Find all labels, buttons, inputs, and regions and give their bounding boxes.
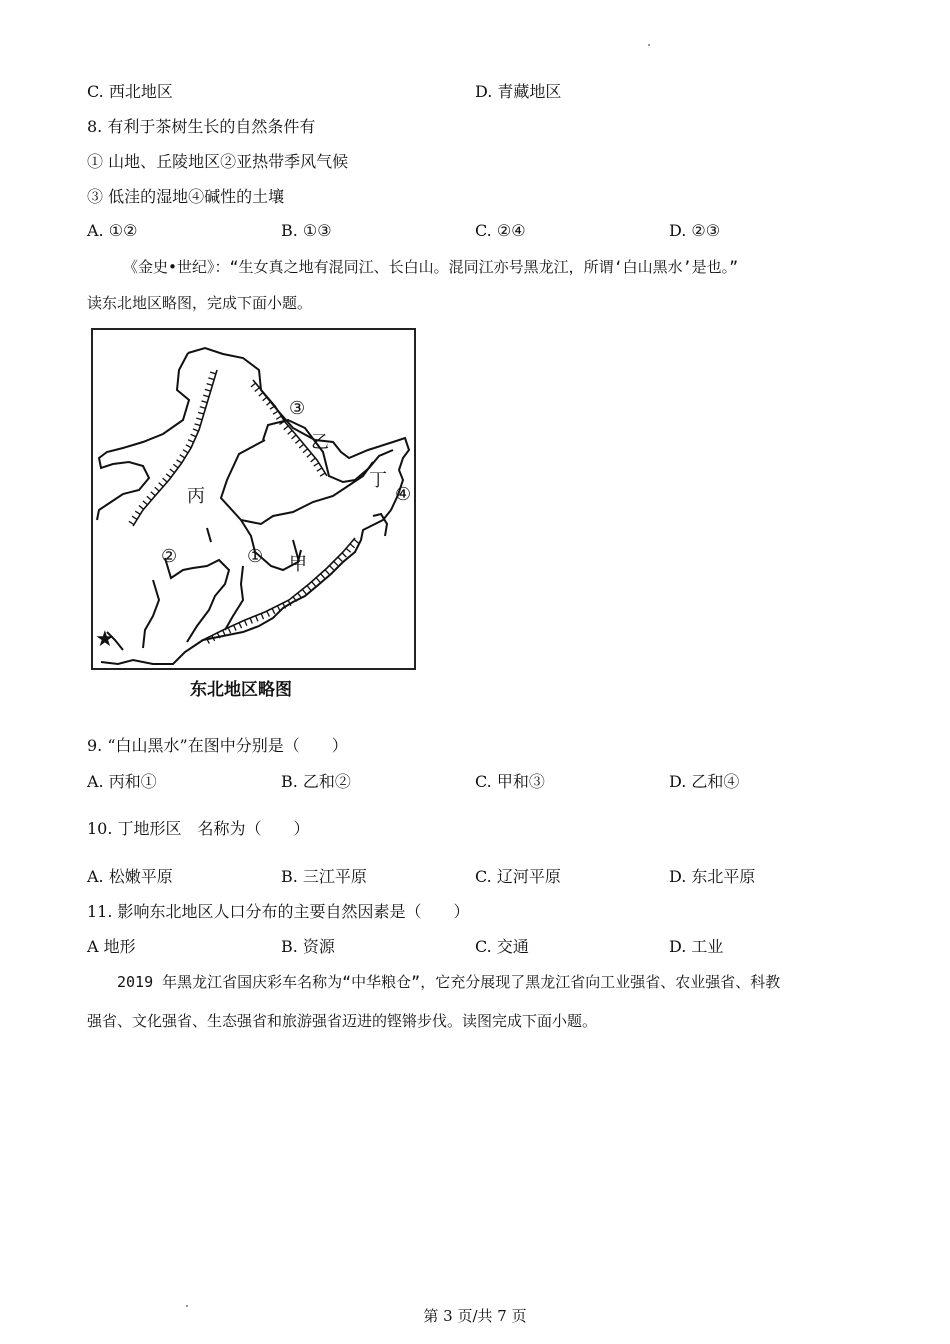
q7-option-d[interactable]: D. 青藏地区 — [475, 82, 562, 101]
map-label-yi: 乙 — [311, 432, 329, 453]
mountain-hachure — [203, 395, 209, 397]
mountain-hachure — [342, 553, 346, 557]
mountain-hachure — [284, 426, 289, 430]
mountain-hachure — [276, 416, 281, 419]
mountain-hachure — [170, 469, 175, 473]
map-caption: 东北地区略图 — [190, 680, 292, 700]
q9-option-d[interactable]: D. 乙和④ — [669, 772, 740, 791]
mountain-hachure — [180, 455, 185, 458]
mountain-hachure — [272, 608, 275, 613]
q9-stem: 9. “白山黑水”在图中分别是（ ） — [87, 736, 348, 755]
river-small — [207, 528, 211, 542]
mountain-hachure — [316, 578, 320, 582]
mountain-hachure — [273, 411, 278, 414]
mountain-hachure — [277, 606, 280, 611]
map-border-line — [97, 353, 189, 520]
mountain-hachure — [299, 444, 304, 448]
mountain-hachure — [183, 450, 188, 453]
mountain-hachure — [350, 544, 355, 548]
q9-option-a[interactable]: A. 丙和① — [87, 772, 157, 791]
mountain-hachure — [195, 424, 201, 426]
mountain-hachure — [159, 483, 164, 487]
mountain-hachure — [311, 458, 316, 462]
mountain-hachure — [263, 397, 268, 401]
mountain-hachure — [191, 434, 196, 436]
mountain-hachure — [188, 440, 193, 442]
passage2-line1: 2019 年黑龙江省国庆彩车名称为“中华粮仓”，它充分展现了黑龙江省向工业强省、农业强省、科教 — [117, 973, 781, 991]
mountain-hachure — [338, 557, 342, 561]
mountain-hachure — [295, 440, 300, 444]
mountain-hachure — [139, 505, 144, 509]
q11-option-a[interactable]: A 地形 — [87, 937, 136, 956]
scan-dot — [648, 44, 650, 46]
mountain-hachure — [267, 611, 270, 616]
page-footer: 第 3 页/共 7 页 — [423, 1307, 527, 1325]
mountain-hachure — [298, 593, 302, 598]
q10-stem: 10. 丁地形区 名称为（ ） — [87, 819, 310, 838]
mountain-hachure — [259, 392, 264, 396]
mountain-hachure — [186, 445, 191, 448]
mountain-hachure — [205, 389, 211, 391]
mountain-hachure — [307, 453, 312, 457]
mountain-hachure — [255, 388, 260, 392]
q10-option-a[interactable]: A. 松嫩平原 — [87, 867, 173, 886]
mountain-hachure — [346, 548, 351, 552]
q10-option-c[interactable]: C. 辽河平原 — [475, 867, 561, 886]
mountain-hachure — [354, 539, 359, 543]
mountain-hachure — [143, 501, 148, 505]
mountain-hachure — [135, 511, 140, 514]
q10-option-d[interactable]: D. 东北平原 — [669, 867, 756, 886]
mountain-hachure — [325, 570, 329, 574]
passage1-line1: 《金史•世纪》：“生女真之地有混同江、长白山。混同江亦号黑龙江，所谓‘白山黑水’是也。” — [123, 258, 739, 276]
mountain-hachure — [207, 384, 213, 386]
mountain-hachure — [198, 412, 204, 414]
mountain-hachure — [317, 468, 322, 471]
q11-option-c[interactable]: C. 交通 — [475, 937, 529, 956]
mountain-changbai — [203, 538, 355, 640]
mountain-hachure — [314, 463, 319, 466]
map-label-2: ② — [161, 546, 178, 567]
mountain-hachure — [193, 429, 198, 431]
mountain-hachure — [245, 620, 247, 626]
mountain-hachure — [250, 618, 252, 624]
q8-option-d[interactable]: D. ②③ — [669, 221, 721, 240]
q9-option-b[interactable]: B. 乙和② — [281, 772, 351, 791]
mountain-hachure — [329, 566, 333, 570]
mountain-hachure — [173, 464, 178, 468]
river-liao — [165, 558, 229, 642]
mountain-hachure — [208, 378, 214, 380]
q10-option-b[interactable]: B. 三江平原 — [281, 867, 367, 886]
map-label-bing: 丙 — [187, 486, 205, 507]
passage2-line2: 强省、文化强省、生态强省和旅游强省迈进的铿锵步伐。读图完成下面小题。 — [87, 1012, 598, 1030]
mountain-hachure — [177, 460, 182, 463]
map-label-3: ③ — [289, 398, 306, 419]
mountain-hachure — [132, 516, 137, 519]
map-label-1: ① — [247, 546, 264, 567]
mountain-hachure — [223, 630, 226, 635]
mountain-xiaoxinganling — [253, 380, 327, 476]
mountain-hachure — [261, 614, 263, 620]
q8-stem: 8. 有利于茶树生长的自然条件有 — [87, 117, 316, 136]
mountain-hachure — [129, 521, 134, 524]
mountain-hachure — [302, 589, 306, 594]
map-drawing — [93, 330, 414, 668]
mountain-hachure — [163, 478, 168, 482]
mountain-hachure — [166, 474, 171, 478]
q8-option-b[interactable]: B. ①③ — [281, 221, 332, 240]
mountain-hachure — [256, 616, 258, 622]
mountain-hachure — [239, 623, 241, 628]
q8-option-c[interactable]: C. ②④ — [475, 221, 526, 240]
mountain-hachure — [147, 496, 152, 500]
mountain-hachure — [320, 473, 325, 476]
mountain-hachure — [288, 430, 293, 434]
q8-line2: ③ 低洼的湿地④碱性的土壤 — [87, 187, 285, 206]
mountain-hachure — [228, 628, 230, 633]
mountain-hachure — [196, 418, 202, 420]
mountain-hachure — [334, 561, 338, 565]
river-songhua — [221, 440, 373, 524]
mountain-hachure — [201, 401, 207, 403]
passage1-line2: 读东北地区略图，完成下面小题。 — [87, 294, 313, 312]
q8-option-a[interactable]: A. ①② — [87, 221, 138, 240]
mountain-hachure — [251, 383, 256, 387]
mountain-hachure — [321, 574, 325, 578]
mountain-hachure — [234, 625, 236, 630]
mountain-hachure — [267, 401, 272, 405]
q11-option-b[interactable]: B. 资源 — [281, 937, 335, 956]
mountain-hachure — [307, 586, 311, 591]
mountain-hachure — [210, 372, 216, 374]
map-label-star: ★ — [95, 627, 115, 652]
mountain-hachure — [155, 487, 160, 491]
q7-option-c[interactable]: C. 西北地区 — [87, 82, 173, 101]
q9-option-c[interactable]: C. 甲和③ — [475, 772, 545, 791]
river-liao-branch — [143, 580, 159, 648]
northeast-map — [91, 328, 416, 670]
q8-line1: ① 山地、丘陵地区②亚热带季风气候 — [87, 152, 349, 171]
q11-option-d[interactable]: D. 工业 — [669, 937, 724, 956]
map-label-jia: 甲 — [289, 554, 307, 575]
map-label-4: ④ — [395, 484, 412, 505]
mountain-hachure — [292, 435, 297, 439]
mountain-hachure — [303, 449, 308, 453]
map-label-ding: 丁 — [369, 470, 387, 491]
mountain-hachure — [200, 407, 206, 409]
mountain-hachure — [312, 582, 316, 586]
q11-stem: 11. 影响东北地区人口分布的主要自然因素是（ ） — [87, 902, 470, 921]
mountain-hachure — [151, 492, 156, 496]
